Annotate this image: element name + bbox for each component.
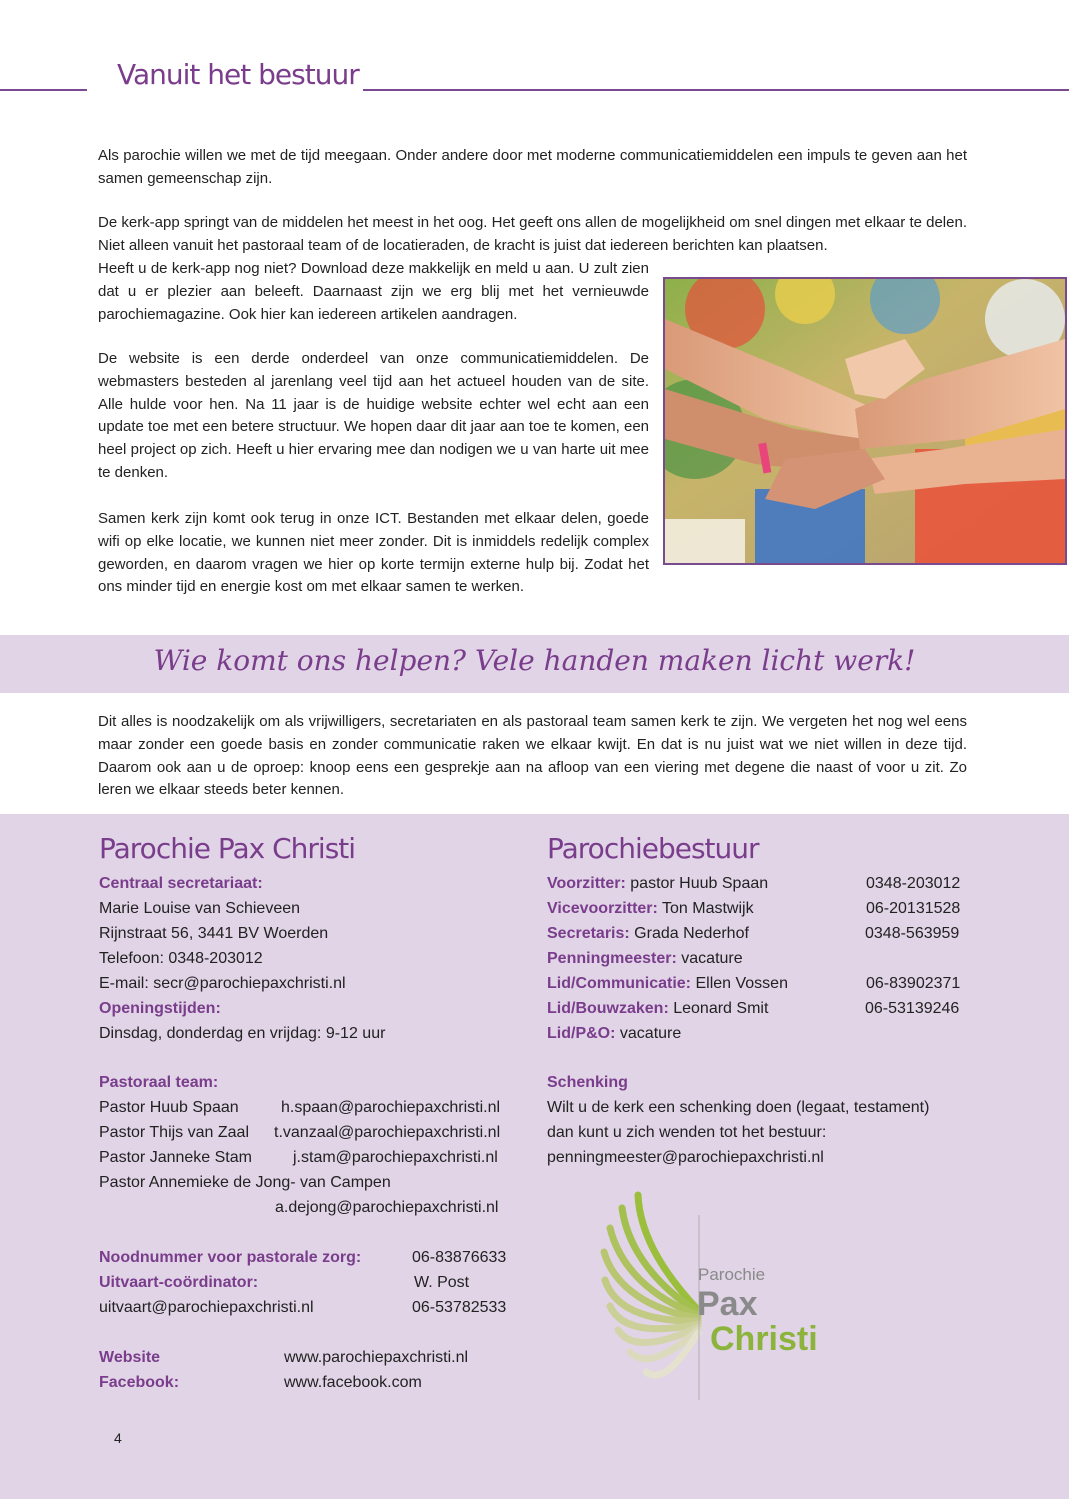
- opening-hours: Dinsdag, donderdag en vrijdag: 9-12 uur: [99, 1025, 386, 1042]
- board-name: Ton Mastwijk: [662, 900, 754, 917]
- funeral-coordinator-label: Uitvaart-coördinator:: [99, 1274, 259, 1291]
- team-member-email[interactable]: h.spaan@parochiepaxchristi.nl: [281, 1099, 501, 1116]
- secretariat-name: Marie Louise van Schieveen: [99, 900, 301, 917]
- board-phone: 0348-563959: [865, 925, 960, 942]
- emergency-label: Noodnummer voor pastorale zorg:: [99, 1249, 362, 1266]
- paragraph-ict: Samen kerk zijn komt ook terug in onze ICT. Bestanden met elkaar delen, goede wifi op elke locatie, we kunnen niet meer zonder. Dit is inmiddels redelijk complex geworden, en daarom vragen we hier op korte termijn externe hulp bij. Zodat het ons minder tijd en energie kost om met elkaar samen te werken.: [98, 510, 649, 596]
- donation-email[interactable]: penningmeester@parochiepaxchristi.nl: [547, 1149, 824, 1166]
- parish-title: Parochie Pax Christi: [99, 832, 356, 865]
- opening-hours-label: Openingstijden:: [99, 1000, 221, 1017]
- board-member: [547, 1025, 681, 1043]
- board-name: vacature: [619, 1025, 682, 1042]
- paragraph-closing: Dit alles is noodzakelijk om als vrijwilligers, secretariaten en als pastoraal team samen kerk te zijn. We vergeten het nog wel eens maar zonder een goede basis en zonder communicatie raken we elkaar kwijt. En dat is nu juist wat we niet willen in deze tijd. Daarom ook aan u de oproep: knoop eens een gesprekje aan na afloop van een viering met degene die naast of voor u zit. Zo leren we elkaar steeds beter kennen.: [98, 713, 967, 799]
- board-phone: 06-53139246: [865, 1000, 960, 1017]
- pastoral-team-label: Pastoraal team:: [99, 1074, 219, 1091]
- website-link[interactable]: www.parochiepaxchristi.nl: [284, 1349, 469, 1366]
- board-phone: 06-83902371: [866, 975, 961, 992]
- board-phone: 0348-203012: [866, 875, 961, 892]
- board-name: vacature: [681, 950, 743, 967]
- board-role: Lid/Communicatie:: [547, 975, 692, 992]
- secretariat-phone: Telefoon: 0348-203012: [99, 950, 263, 967]
- logo-text-parochie: Parochie: [698, 1265, 766, 1284]
- page-title: Vanuit het bestuur: [117, 58, 359, 91]
- team-member-email[interactable]: j.stam@parochiepaxchristi.nl: [293, 1149, 498, 1166]
- funeral-email[interactable]: uitvaart@parochiepaxchristi.nl: [99, 1299, 314, 1316]
- secretariat-email[interactable]: E-mail: secr@parochiepaxchristi.nl: [99, 975, 346, 992]
- funeral-coordinator-name: W. Post: [414, 1274, 470, 1291]
- board-title: Parochiebestuur: [547, 832, 759, 865]
- hands-photo: [663, 277, 1067, 565]
- pax-christi-logo: [600, 1190, 850, 1405]
- board-member: [547, 1000, 768, 1018]
- board-role: Voorzitter:: [547, 875, 626, 892]
- board-name: pastor Huub Spaan: [630, 875, 769, 892]
- header-rule-left: [0, 89, 87, 91]
- funeral-phone: 06-53782533: [412, 1299, 507, 1316]
- emergency-number: 06-83876633: [412, 1249, 507, 1266]
- board-member: [547, 975, 788, 993]
- board-role: Secretaris:: [547, 925, 630, 942]
- donation-label: Schenking: [547, 1074, 628, 1091]
- team-member-name: Pastor Huub Spaan: [99, 1099, 239, 1116]
- facebook-label: Facebook:: [99, 1374, 180, 1391]
- board-member: [547, 875, 768, 893]
- paragraph-app: De kerk-app springt van de middelen het meest in het oog. Het geeft ons allen de mogelijkheid om snel dingen met elkaar te delen. Niet alleen vanuit het pastoraal team of de locatieraden, de kracht is juist dat iedereen berichten kan plaatsen.: [98, 214, 967, 254]
- logo-text-pax: Pax: [697, 1285, 758, 1323]
- team-member-email[interactable]: a.dejong@parochiepaxchristi.nl: [275, 1199, 499, 1216]
- facebook-link[interactable]: www.facebook.com: [284, 1374, 422, 1391]
- team-member-email[interactable]: t.vanzaal@parochiepaxchristi.nl: [274, 1124, 501, 1141]
- header-rule-right: [363, 89, 1069, 91]
- hands-illustration: [665, 279, 1065, 563]
- paragraph-intro: Als parochie willen we met de tijd meegaan. Onder andere door met moderne communicatiemiddelen een impuls te geven aan het samen gemeenschap zijn.: [98, 147, 967, 187]
- callout-heading: Wie komt ons helpen? Vele handen maken licht werk!: [153, 644, 916, 677]
- board-role: Penningmeester:: [547, 950, 677, 967]
- board-name: Ellen Vossen: [695, 975, 788, 992]
- board-name: Leonard Smit: [673, 1000, 769, 1017]
- secretariat-label: Centraal secretariaat:: [99, 875, 263, 892]
- team-member-name: Pastor Janneke Stam: [99, 1149, 252, 1166]
- board-member: [547, 950, 743, 968]
- website-label: Website: [99, 1349, 161, 1366]
- board-name: Grada Nederhof: [634, 925, 749, 942]
- board-role: Vicevoorzitter:: [547, 900, 658, 917]
- page-number: 4: [114, 1430, 122, 1446]
- board-role: Lid/P&O:: [547, 1025, 616, 1042]
- donation-text-1: Wilt u de kerk een schenking doen (legaat, testament): [547, 1099, 930, 1116]
- board-role: Lid/Bouwzaken:: [547, 1000, 669, 1017]
- paragraph-website: De website is een derde onderdeel van onze communicatiemiddelen. De webmasters besteden al jarenlang veel tijd aan het actueel houden van de site. Alle hulde voor hen. Na 11 jaar is de huidige website echter wel echt aan een update toe met een betere structuur. We hopen daar dit jaar aan toe te komen, een heel project op zich. Heeft u hier ervaring mee dan nodigen we u van harte uit mee te denken.: [98, 350, 649, 481]
- board-phone: 06-20131528: [866, 900, 961, 917]
- team-member-name: Pastor Annemieke de Jong- van Campen: [99, 1174, 391, 1191]
- logo-text-christi: Christi: [710, 1320, 818, 1358]
- team-member-name: Pastor Thijs van Zaal: [99, 1124, 249, 1141]
- board-member: [547, 900, 754, 918]
- secretariat-address: Rijnstraat 56, 3441 BV Woerden: [99, 925, 329, 942]
- paragraph-app-continued: Heeft u de kerk-app nog niet? Download deze makkelijk en meld u aan. U zult zien dat u er plezier aan beleeft. Daarnaast zijn we erg blij met het vernieuwde parochiemagazine. Ook hier kan iedereen artikelen aandragen.: [98, 260, 649, 323]
- donation-text-2: dan kunt u zich wenden tot het bestuur:: [547, 1124, 827, 1141]
- board-member: [547, 925, 749, 943]
